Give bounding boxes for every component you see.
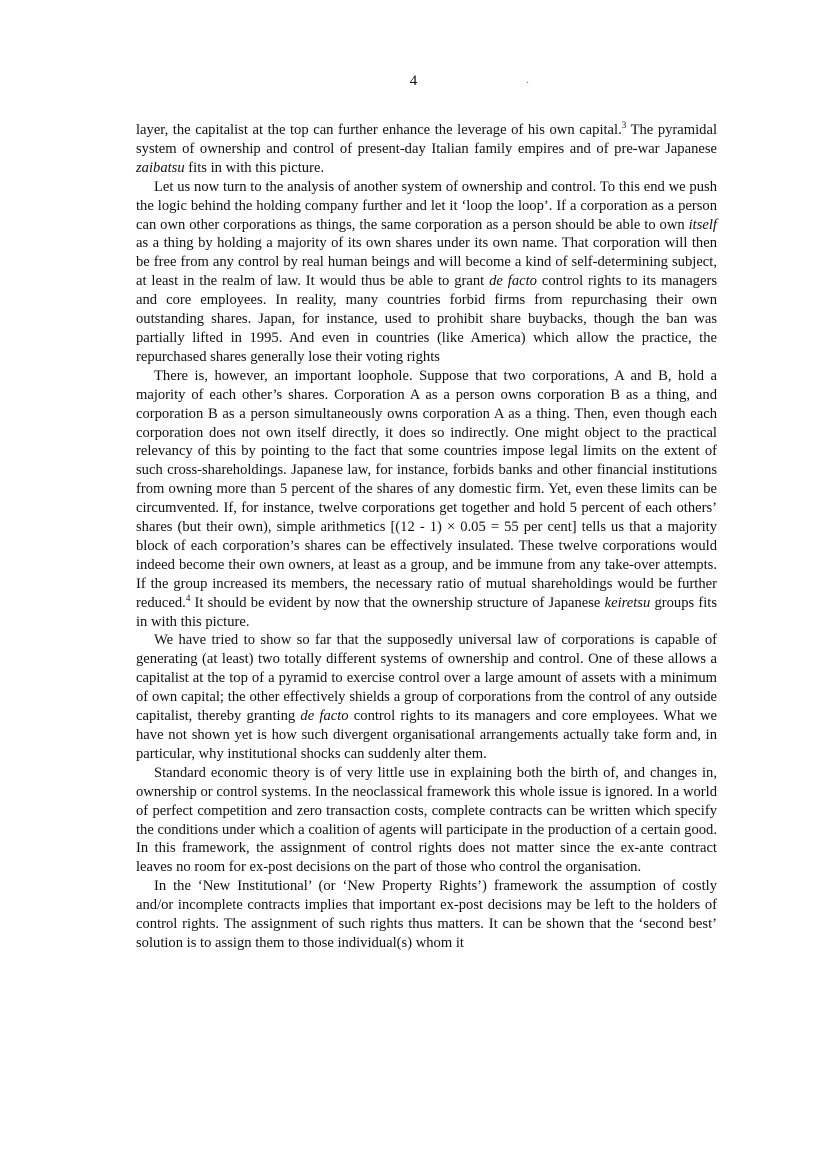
text-run: fits in with this picture.	[184, 159, 325, 176]
italic-term: de facto	[300, 708, 349, 725]
text-run: control rights to its managers and core employees. What we have not shown yet is how such divergent organisational arrangements actually take form and, in particular, why institutional shocks can suddenly alter them.	[136, 708, 718, 762]
text-run: There is, however, an important loophole. Suppose that two corporations, A and B, hold a majority of each other’s shares. Corporation A as a person owns corporation B as a thing, and corporation B as a person simultaneously owns corporation A as a thing. Then, even though each corporation does not own itself directly, it does so indirectly. One might object to the practical relevancy of this by pointing to the fact that some countries impose legal limits on the extent of such cross-shareholdings. Japanese law, for instance, forbids banks and other financial institutions from owning more than 5 percent of the shares of any domestic firm. Yet, even these limits can be circumvented. If, for instance, twelve corporations get together and hold 5 percent of each others’ shares (but their own), simple arithmetics [(12 - 1) × 0.05 = 55 per cent] tells us that a majority block of each corporation’s shares can be effectively insulated. These twelve corporations would indeed become their own owners, at least as a group, and be immune from any take-over attempts. If the group increased its members, the necessary ratio of mutual shareholdings would be further reduced.	[136, 367, 717, 611]
footnote-marker: 3	[621, 120, 627, 130]
text-run: It should be evident by now that the ownership structure of Japanese	[190, 594, 605, 611]
paragraph	[136, 367, 717, 632]
text-run: We have tried to show so far that the supposedly universal law of corporations is capable of generating (at least) two totally different systems of ownership and control. One of these allows a capitalist at the top of a pyramid to exercise control over a large amount of assets with a minimum of own capital; the other effectively shields a group of corporations from the control of any outside capitalist, thereby granting	[136, 632, 717, 725]
text-run: control rights to its managers and core employees. In reality, many countries forbid firms from repurchasing their own outstanding shares. Japan, for instance, used to prohibit share buybacks, though the ban was partially lifted in 1995. And even in countries (like America) which allow the practice, the repurchased shares generally lose their voting rights	[136, 273, 717, 365]
paragraph	[136, 178, 717, 367]
stray-mark: .	[526, 72, 529, 86]
page-number: 4	[409, 73, 418, 89]
footnote-marker: 4	[185, 592, 191, 603]
text-run: groups fits in with this picture.	[136, 594, 718, 630]
italic-term: itself	[688, 216, 717, 233]
text-run: as a thing by holding a majority of its own shares under its own name. That corporation will then be free from any control by real human beings and will become a kind of self-determining subject, at least in the realm of law. It would thus be able to grant	[136, 235, 717, 290]
italic-term: de facto	[489, 273, 537, 290]
text-run: Let us now turn to the analysis of another system of ownership and control. To this end we push the logic behind the holding company further and let it ‘loop the loop’. If a corporation as a person can own other corporations as things, the same corporation as a person should be able to own	[136, 178, 717, 233]
paragraph	[136, 631, 717, 763]
text-run: layer, the capitalist at the top can further enhance the leverage of his own capital.	[136, 122, 622, 138]
text-run: In the ‘New Institutional’ (or ‘New Property Rights’) framework the assumption of costly and/or incomplete contracts implies that important ex-post decisions may be left to the holders of control rights. The assignment of such rights thus matters. It can be shown that the ‘second best’ solution is to assign them to those individual(s) whom it	[136, 878, 717, 951]
paragraph	[136, 877, 717, 953]
body-text	[136, 121, 717, 953]
italic-term: zaibatsu	[136, 159, 185, 176]
text-run: Standard economic theory is of very little use in explaining both the birth of, and changes in, ownership or control systems. In the neoclassical framework this whole issue is ignored. In a world of perfect competition and zero transaction costs, complete contracts can be written which specify the conditions under which a coalition of agents will participate in the production of a certain good. In this framework, the assignment of control rights does not matter since the ex-ante contract leaves no room for ex-post decisions on the part of those who control the organisation.	[136, 764, 717, 876]
paragraph	[136, 121, 717, 178]
text-run: The pyramidal system of ownership and control of present-day Italian family empires and of pre-war Japanese	[136, 122, 718, 157]
italic-term: keiretsu	[604, 594, 651, 611]
paragraph	[136, 764, 717, 877]
